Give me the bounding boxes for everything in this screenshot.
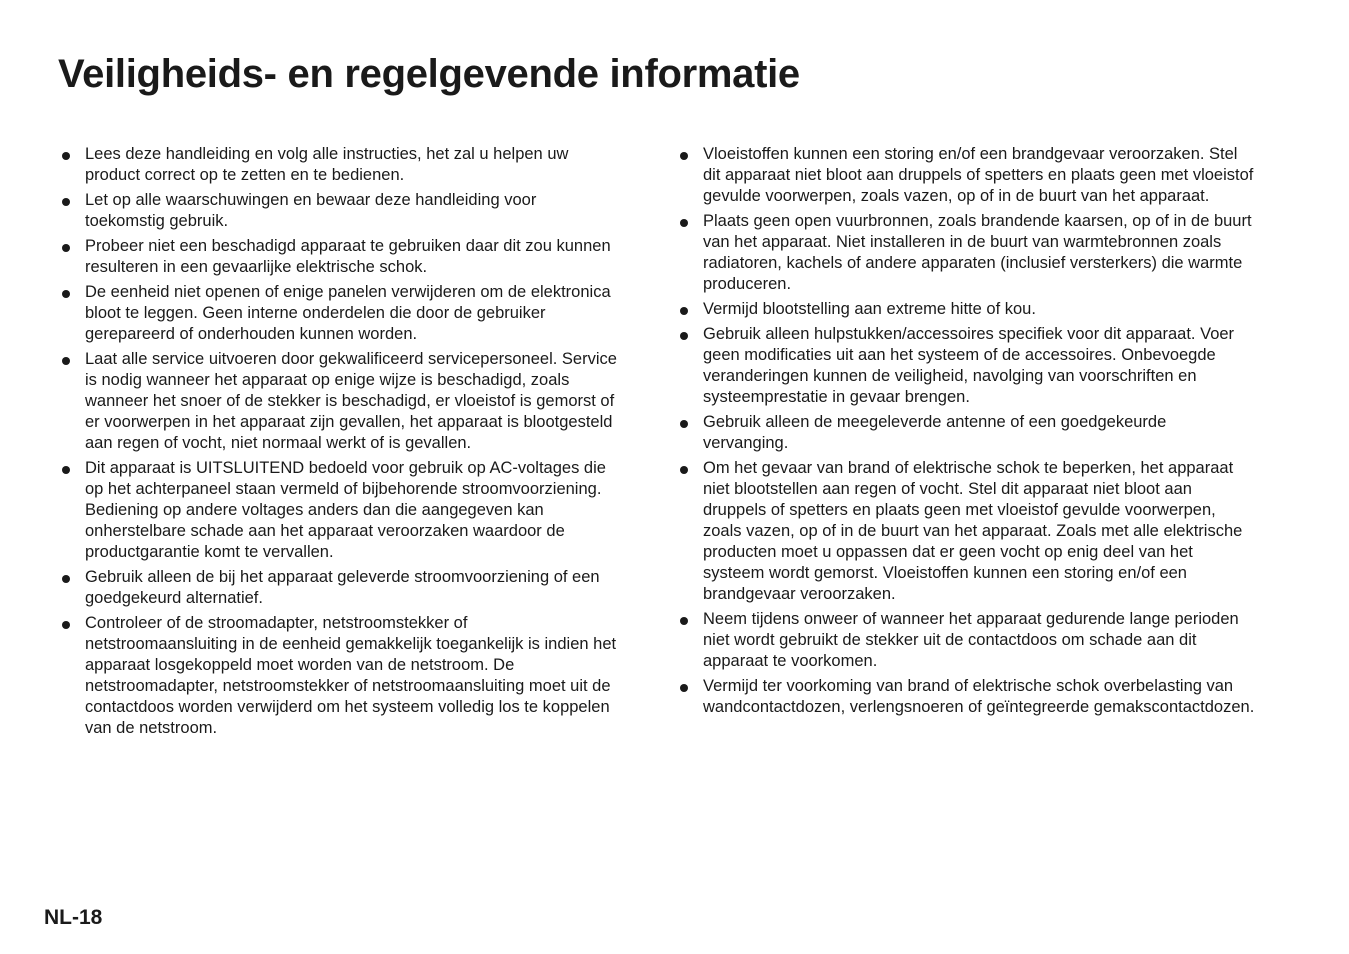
bullet-icon — [62, 152, 70, 160]
list-item — [58, 144, 618, 186]
list-item-text: Lees deze handleiding en volg alle instructies, het zal u helpen uw product correct op te zetten en te bedienen. — [85, 145, 569, 184]
list-item — [58, 458, 618, 563]
list-item-text: Vermijd blootstelling aan extreme hitte of kou. — [703, 300, 1036, 318]
bullet-icon — [680, 617, 688, 625]
list-item — [676, 412, 1256, 454]
bullet-icon — [680, 684, 688, 692]
list-item-text: Neem tijdens onweer of wanneer het apparaat gedurende lange perioden niet wordt gebruikt de stekker uit de contactdoos om schade aan dit apparaat te voorkomen. — [703, 610, 1239, 670]
list-item-text: Om het gevaar van brand of elektrische schok te beperken, het apparaat niet blootstellen aan regen of vocht. Stel dit apparaat niet bloot aan druppels of spetters en plaats geen met vloeistof gevulde voorwerpen, zoals vazen, op of in de buurt van het apparaat. Zoals met alle elektrische producten moet u oppassen dat er geen vocht op enig deel van het systeem wordt gemorst. Vloeistoffen kunnen een storing en/of een brandgevaar veroorzaken. — [703, 459, 1243, 603]
bullet-icon — [680, 307, 688, 315]
page-title: Veiligheids- en regelgevende informatie — [58, 52, 800, 96]
bullet-icon — [62, 466, 70, 474]
list-item-text: Dit apparaat is UITSLUITEND bedoeld voor gebruik op AC-voltages die op het achterpaneel staan vermeld of bijbehorende stroomvoorziening. Bediening op andere voltages anders dan die aangegeven kan onherstelbare schade aan het apparaat veroorzaken waardoor de productgarantie komt te vervallen. — [85, 459, 606, 561]
bullet-icon — [680, 466, 688, 474]
page-number: NL-18 — [44, 906, 103, 929]
list-item-text: Laat alle service uitvoeren door gekwalificeerd servicepersoneel. Service is nodig wanneer het apparaat op enige wijze is beschadigd, zoals wanneer het snoer of de stekker is beschadigd, er vloeistof is gemorst of er voorwerpen in het apparaat zijn gevallen, het apparaat is blootgesteld aan regen of vocht, niet normaal werkt of is gevallen. — [85, 350, 617, 452]
list-item — [58, 282, 618, 345]
list-item — [58, 236, 618, 278]
list-item — [58, 613, 618, 739]
list-item-text: Gebruik alleen de meegeleverde antenne of een goedgekeurde vervanging. — [703, 413, 1167, 452]
bullet-icon — [62, 357, 70, 365]
list-item-text: Controleer of de stroomadapter, netstroomstekker of netstroomaansluiting in de eenheid gemakkelijk toegankelijk is indien het apparaat losgekoppeld moet worden van de netstroom. De netstroomadapter, netstroomstekker of netstroomaansluiting moet uit de contactdoos worden verwijderd om het systeem volledig los te koppelen van de netstroom. — [85, 614, 617, 737]
list-item — [676, 609, 1256, 672]
list-item — [58, 190, 618, 232]
list-item — [676, 458, 1256, 605]
bullet-icon — [62, 198, 70, 206]
bullet-icon — [680, 332, 688, 340]
list-item — [58, 349, 618, 454]
list-item-text: De eenheid niet openen of enige panelen verwijderen om de elektronica bloot te leggen. Geen interne onderdelen die door de gebruiker gerepareerd of onderhouden kunnen worden. — [85, 283, 611, 343]
list-item-text: Gebruik alleen hulpstukken/accessoires specifiek voor dit apparaat. Voer geen modificaties uit aan het systeem of de accessoires. Onbevoegde veranderingen kunnen de veiligheid, navolging van voorschriften en systeemprestatie in gevaar brengen. — [703, 325, 1235, 406]
bullet-icon — [62, 290, 70, 298]
bullet-icon — [62, 575, 70, 583]
bullet-icon — [62, 621, 70, 629]
list-item-text: Vloeistoffen kunnen een storing en/of een brandgevaar veroorzaken. Stel dit apparaat niet bloot aan druppels of spetters en plaats geen met vloeistof gevulde voorwerpen, zoals vazen, op of in de buurt van het apparaat. — [703, 145, 1254, 205]
bullet-icon — [680, 420, 688, 428]
bullet-icon — [680, 219, 688, 227]
left-column — [58, 144, 618, 743]
list-item-text: Probeer niet een beschadigd apparaat te gebruiken daar dit zou kunnen resulteren in een gevaarlijke elektrische schok. — [85, 237, 611, 276]
list-item — [676, 676, 1256, 718]
list-item-text: Gebruik alleen de bij het apparaat geleverde stroomvoorziening of een goedgekeurd alternatief. — [85, 568, 600, 607]
bullet-icon — [680, 152, 688, 160]
list-item — [676, 299, 1256, 320]
right-column — [676, 144, 1256, 722]
list-item — [676, 211, 1256, 295]
list-item — [676, 324, 1256, 408]
list-item — [58, 567, 618, 609]
bullet-icon — [62, 244, 70, 252]
list-item-text: Let op alle waarschuwingen en bewaar deze handleiding voor toekomstig gebruik. — [85, 191, 537, 230]
list-item — [676, 144, 1256, 207]
list-item-text: Plaats geen open vuurbronnen, zoals brandende kaarsen, op of in de buurt van het apparaat. Niet installeren in de buurt van warmtebronnen zoals radiatoren, kachels of andere apparaten (inclusief versterkers) die warmte produceren. — [703, 212, 1252, 293]
list-item-text: Vermijd ter voorkoming van brand of elektrische schok overbelasting van wandcontactdozen, verlengsnoeren of geïntegreerde gemakscontactdozen. — [703, 677, 1255, 716]
